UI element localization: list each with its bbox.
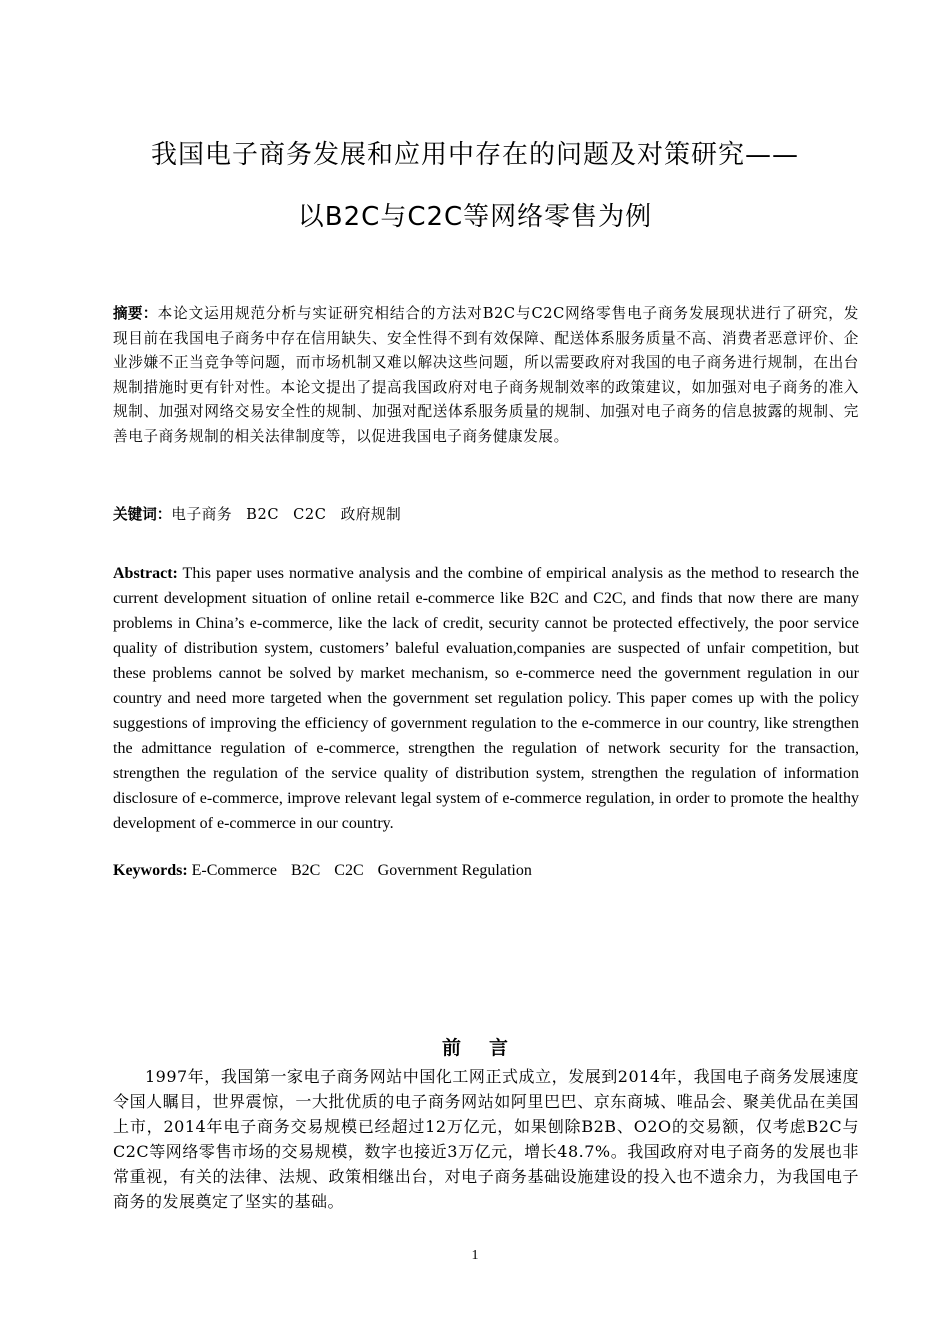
english-abstract <box>113 561 859 836</box>
english-abstract-text: This paper uses normative analysis and the combine of empirical analysis as the method to research the current development situation of online retail e-commerce like B2C and C2C, and finds that now there are many problems in China’s e-commerce, like the lack of credit, security cannot be protected effectively, the poor service quality of distribution system, customers’ baleful evaluation,companies are suspected of unfair competition, but these problems cannot be solved by market mechanism, so e-commerce need the government regulation in our country and need more targeted when the government set regulation policy. This paper comes up with the policy suggestions of improving the efficiency of government regulation to the e-commerce in our country, like strengthen the admittance regulation of e-commerce, strengthen the regulation of network security for the transaction, strengthen the regulation of the service quality of distribution system, strengthen the regulation of information disclosure of e-commerce, improve relevant legal system of e-commerce regulation, in order to promote the healthy development of e-commerce in our country. <box>113 565 859 832</box>
chinese-abstract-label: 摘要： <box>113 305 158 322</box>
chinese-keyword: B2C <box>246 506 280 523</box>
english-keywords-label: Keywords: <box>113 862 188 879</box>
paper-title-line-2: 以B2C与C2C等网络零售为例 <box>297 202 653 232</box>
english-keyword: B2C <box>290 862 321 879</box>
chinese-keyword: 政府规制 <box>340 506 402 523</box>
english-keyword: E-Commerce <box>191 862 277 879</box>
chinese-keywords <box>113 503 859 528</box>
english-abstract-label: Abstract: <box>113 565 178 582</box>
chinese-keyword: C2C <box>293 506 327 523</box>
english-keywords <box>113 858 859 883</box>
english-keyword: C2C <box>334 862 364 879</box>
chinese-abstract-text: 本论文运用规范分析与实证研究相结合的方法对B2C与C2C网络零售电子商务发展现状进行了研究，发现目前在我国电子商务中存在信用缺失、安全性得不到有效保障、配送体系服务质量不高、消费者恶意评价、企业涉嫌不正当竞争等问题，而市场机制又难以解决这些问题，所以需要政府对我国的电子商务进行规制，在出台规制措施时更有针对性。本论文提出了提高我国政府对电子商务规制效率的政策建议，如加强对电子商务的准入规制、加强对网络交易安全性的规制、加强对配送体系服务质量的规制、加强对电子商务的信息披露的规制、完善电子商务规制的相关法律制度等，以促进我国电子商务健康发展。 <box>113 305 859 445</box>
chinese-abstract <box>113 302 859 450</box>
preface-heading: 前言 <box>441 1037 536 1059</box>
preface-paragraph: 1997年，我国第一家电子商务网站中国化工网正式成立，发展到2014年，我国电子商务发展速度令国人瞩目，世界震惊，一大批优质的电子商务网站如阿里巴巴、京东商城、唯品会、聚美优品在美国上市，2014年电子商务交易规模已经超过12万亿元，如果刨除B2B、O2O的交易额，仅考虑B2C与C2C等网络零售市场的交易规模，数字也接近3万亿元，增长48.7%。我国政府对电子商务的发展也非常重视，有关的法律、法规、政策相继出台，对电子商务基础设施建设的投入也不遗余力，为我国电子商务的发展奠定了坚实的基础。 <box>113 1067 859 1211</box>
english-keyword: Government Regulation <box>377 862 532 879</box>
paper-title-line-1: 我国电子商务发展和应用中存在的问题及对策研究—— <box>150 140 799 170</box>
page-number: 1 <box>471 1248 479 1263</box>
chinese-keyword: 电子商务 <box>171 506 233 523</box>
chinese-keywords-label: 关键词： <box>113 506 172 523</box>
